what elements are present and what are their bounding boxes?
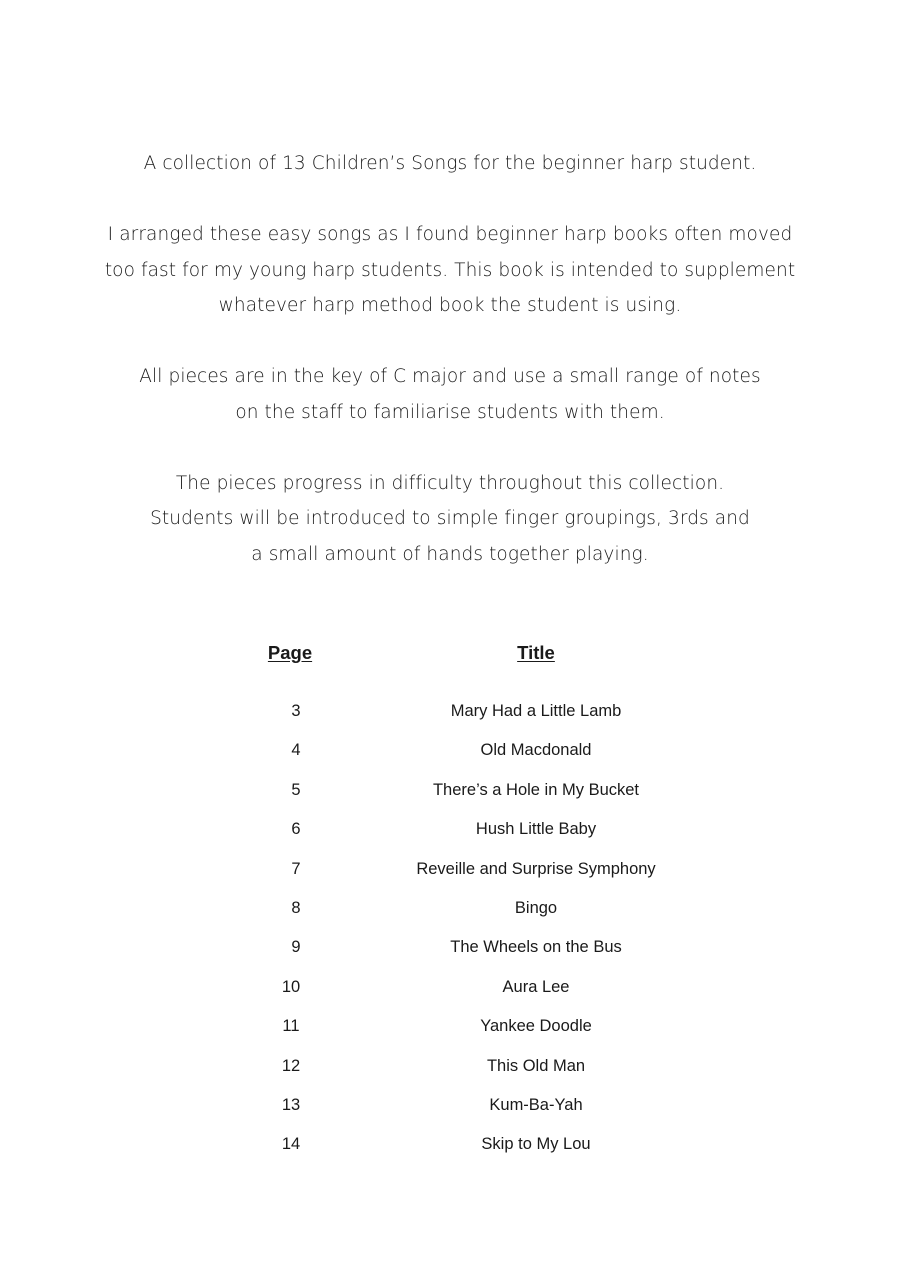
- intro-line: All pieces are in the key of C major and use a small range of notes: [139, 366, 761, 387]
- toc-song-title: Hush Little Baby: [475, 820, 597, 839]
- page-column-header: Page: [267, 642, 313, 663]
- title-column-header: Title: [517, 642, 555, 663]
- toc-header-row: [0, 638, 900, 670]
- intro-line: The pieces progress in difficulty throughout this collection.: [175, 472, 725, 494]
- toc-song-title: This Old Man: [486, 1056, 586, 1075]
- toc-song-title: Kum-Ba-Yah: [489, 1095, 583, 1114]
- toc-song-title: Mary Had a Little Lamb: [450, 702, 622, 720]
- toc-page-number: 6: [291, 820, 301, 839]
- intro-line: I arranged these easy songs as I found beginner harp books often moved: [107, 224, 793, 245]
- intro-paragraph: [0, 146, 900, 182]
- toc-song-title: Old Macdonald: [480, 741, 592, 760]
- toc-row: [0, 1013, 900, 1052]
- toc-page-number: 10: [281, 977, 301, 996]
- toc-page-number: 7: [291, 859, 301, 878]
- toc-page-number: 14: [281, 1135, 301, 1154]
- toc-song-title: Bingo: [514, 898, 558, 917]
- toc-row: [0, 1092, 900, 1131]
- toc-song-title: Reveille and Surprise Symphony: [416, 859, 656, 878]
- toc-song-title: There’s a Hole in My Bucket: [432, 780, 640, 799]
- toc-row: [0, 698, 900, 737]
- toc-page-number: 9: [291, 938, 301, 957]
- intro-line: whatever harp method book the student is using.: [218, 295, 682, 316]
- toc-page-number: 3: [291, 702, 301, 720]
- intro-line: too fast for my young harp students. This book is intended to supplement: [104, 259, 796, 281]
- toc-row: [0, 1053, 900, 1092]
- toc-row: [0, 856, 900, 895]
- intro-line: a small amount of hands together playing.: [251, 543, 649, 565]
- toc-page-number: 8: [291, 898, 301, 917]
- intro-paragraph: [0, 359, 900, 430]
- toc-song-title: The Wheels on the Bus: [450, 938, 622, 957]
- toc-page-number: 4: [291, 741, 301, 760]
- toc-song-title: Yankee Doodle: [480, 1017, 592, 1036]
- toc-row: [0, 737, 900, 776]
- toc-song-title: Aura Lee: [502, 977, 570, 996]
- toc-row: [0, 934, 900, 973]
- toc-row: [0, 1131, 900, 1170]
- intro-line: Students will be introduced to simple finger groupings, 3rds and: [150, 508, 750, 529]
- intro-line: A collection of 13 Children’s Songs for the beginner harp student.: [143, 153, 757, 174]
- intro-text: [0, 146, 900, 608]
- toc-row: [0, 777, 900, 816]
- toc-page-number: 13: [281, 1095, 301, 1114]
- toc-page-number: 5: [291, 780, 301, 799]
- toc-row: [0, 895, 900, 934]
- toc-page-number: 12: [281, 1056, 301, 1075]
- intro-line: on the staff to familiarise students with them.: [235, 401, 665, 423]
- table-of-contents: [0, 638, 900, 1154]
- toc-song-title: Skip to My Lou: [481, 1135, 591, 1154]
- toc-rows: [0, 698, 900, 1171]
- toc-page-number: 11: [282, 1017, 300, 1036]
- intro-paragraph: [0, 466, 900, 573]
- toc-row: [0, 974, 900, 1013]
- intro-paragraph: [0, 217, 900, 324]
- toc-row: [0, 816, 900, 855]
